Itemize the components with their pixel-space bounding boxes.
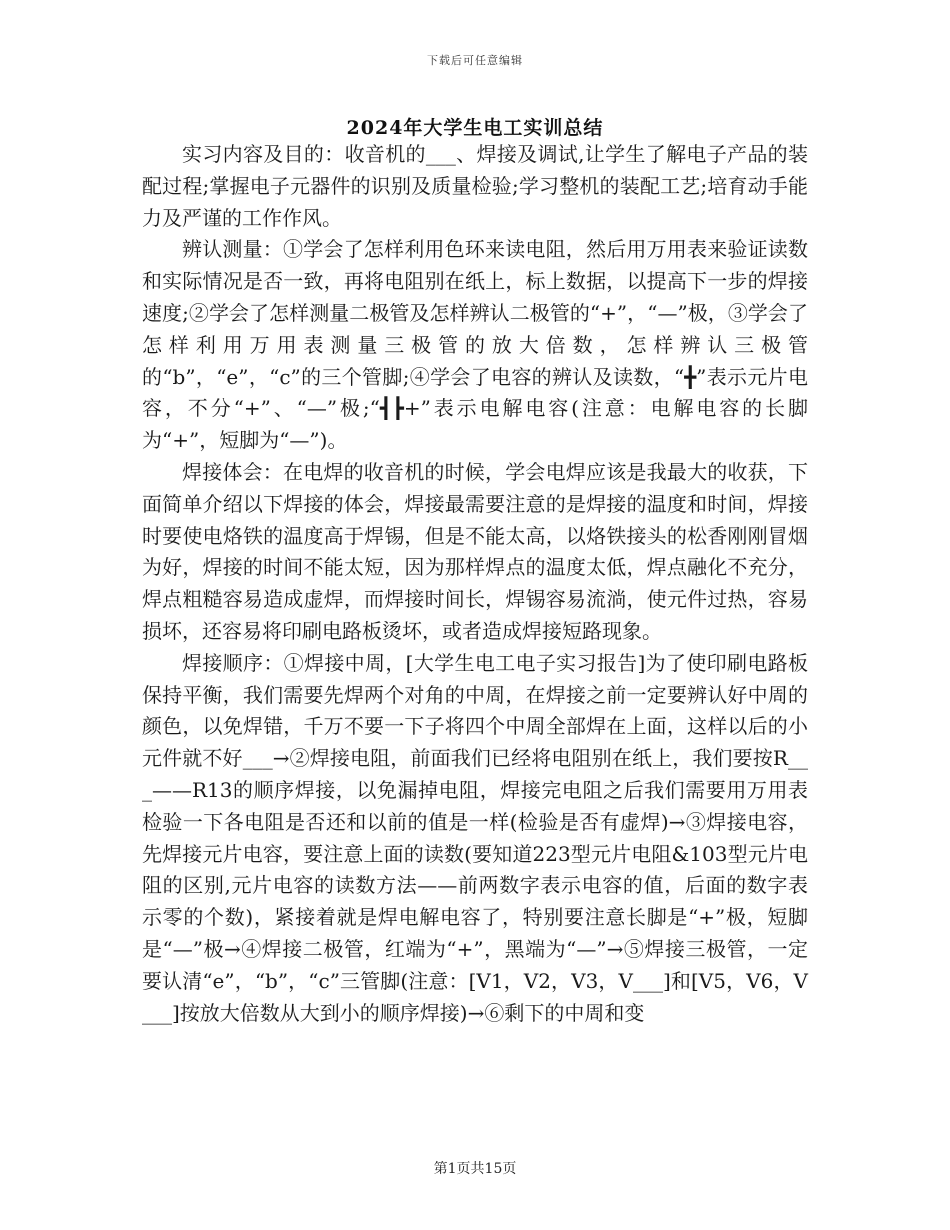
page-footer-page-number: 第1页共15页 bbox=[433, 1161, 517, 1177]
page-header-note: 下载后可任意编辑 bbox=[427, 54, 523, 67]
paragraph-soldering-experience: 焊接体会：在电焊的收音机的时候，学会电焊应该是我最大的收获，下面简单介绍以下焊接的体会，焊接最需要注意的是焊接的温度和时间，焊接时要使电烙铁的温度高于焊锡，但是不能太高，以烙铁接头的松香刚刚冒烟为好，焊接的时间不能太短，因为那样焊点的温度太低，焊点融化不充分，焊点粗糙容易造成虚焊，而焊接时间长，焊锡容易流淌，使元件过热，容易损坏，还容易将印刷电路板烫坏，或者造成焊接短路现象。 bbox=[142, 459, 808, 643]
paragraph-identification-measurement: 辨认测量：①学会了怎样利用色环来读电阻，然后用万用表来验证读数和实际情况是否一致，再将电阻别在纸上，标上数据，以提高下一步的焊接速度;②学会了怎样测量二极管及怎样辨认二极管的“+”，“—”极，③学会了怎样利用万用表测量三极管的放大倍数，怎样辨认三极管的“b”，“e”，“c”的三个管脚;④学会了电容的辨认及读数，“╋”表示元片电容，不分“+”、“—”极;“┫┣+”表示电解电容(注意：电解电容的长脚为“+”，短脚为“—”)。 bbox=[142, 237, 808, 453]
document-title: 2024年大学生电工实训总结 bbox=[346, 117, 604, 139]
paragraph-internship-content: 实习内容及目的：收音机的___、焊接及调试,让学生了解电子产品的装配过程;掌握电子元器件的识别及质量检验;学习整机的装配工艺;培育动手能力及严谨的工作作风。 bbox=[142, 142, 808, 230]
paragraph-soldering-order: 焊接顺序：①焊接中周，[大学生电工电子实习报告]为了使印刷电路板保持平衡，我们需要先焊两个对角的中周，在焊接之前一定要辨认好中周的颜色，以免焊错，千万不要一下子将四个中周全部焊在上面，这样以后的小元件就不好___→②焊接电阻，前面我们已经将电阻别在纸上，我们要按R___——R13的顺序焊接，以免漏掉电阻，焊接完电阻之后我们需要用万用表检验一下各电阻是否还和以前的值是一样(检验是否有虚焊)→③焊接电容，先焊接元片电容，要注意上面的读数(要知道223型元片电阻&103型元片电阻的区别,元片电容的读数方法——前两数字表示电容的值，后面的数字表示零的个数)，紧接着就是焊电解电容了，特别要注意长脚是“+”极，短脚是“—”极→④焊接二极管，红端为“+”，黑端为“—”→⑤焊接三极管，一定要认清“e”，“b”，“c”三管脚(注意：[V1，V2，V3，V___]和[V5，V6，V___]按放大倍数从大到小的顺序焊接)→⑥剩下的中周和变 bbox=[142, 650, 808, 1025]
document-body bbox=[142, 139, 808, 1029]
